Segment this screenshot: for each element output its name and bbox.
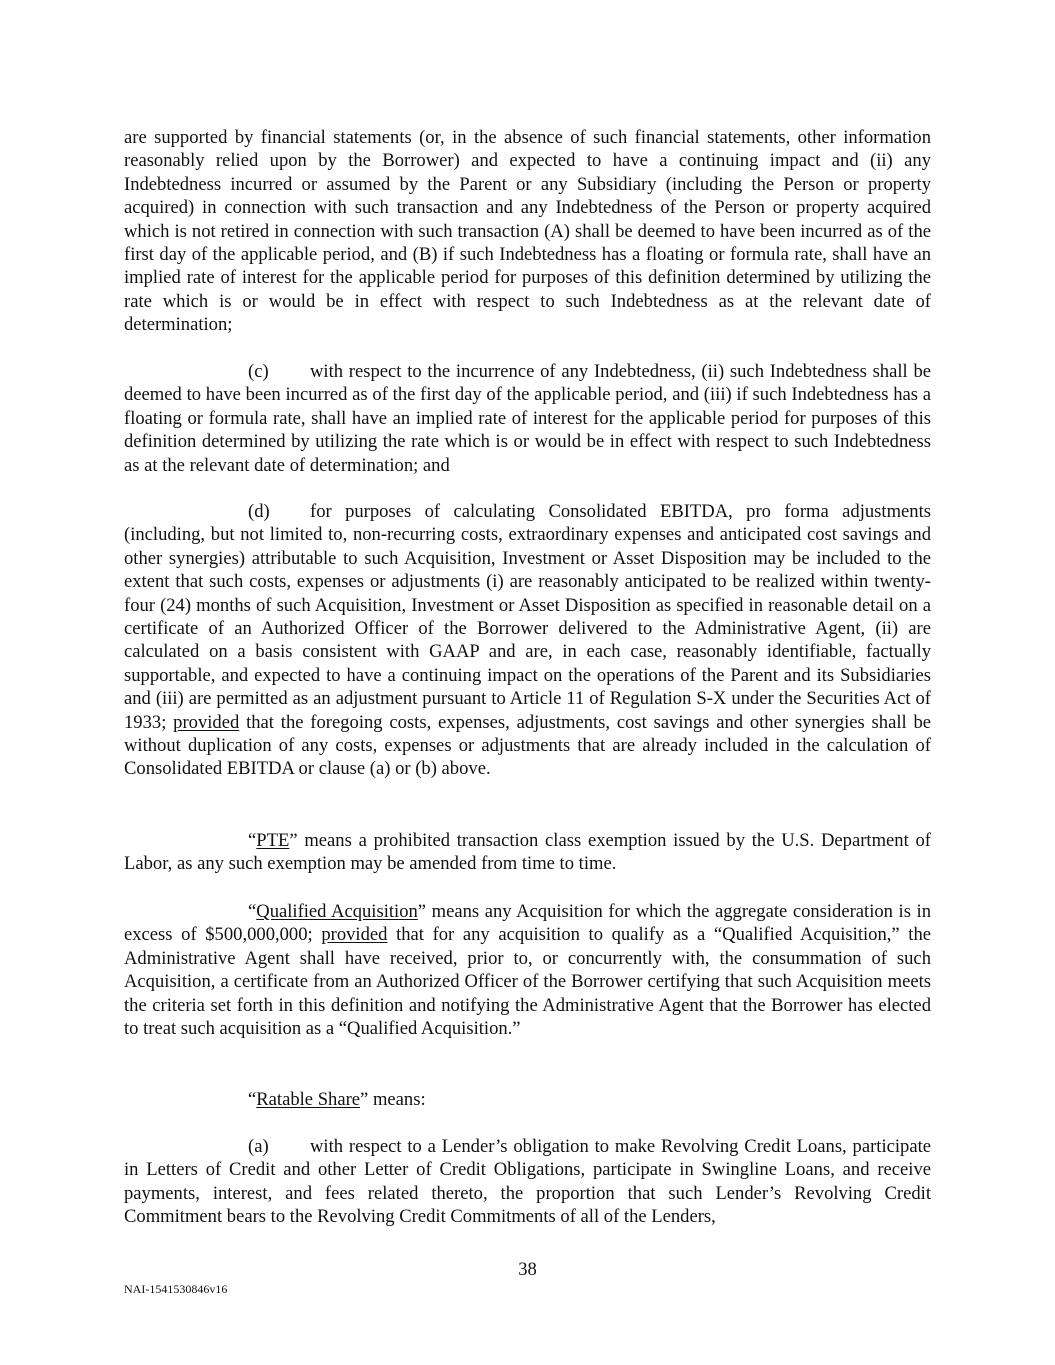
definition-text: means: bbox=[372, 1089, 426, 1110]
paragraph-clause-a bbox=[124, 1135, 931, 1229]
definition-pte: “PTE” means a prohibited transaction class exemption issued by the U.S. Department of Labor, as any such exemption may be amended from time to time. bbox=[124, 830, 931, 875]
provided-term: provided bbox=[173, 711, 240, 733]
clause-text: with respect to a Lender’s obligation to make Revolving Credit Loans, participate in Letters of Credit and other Letter of Credit Obligations, participate in Swingline Loans, and receive payments, interest, and fees related thereto, the proportion that such Lender’s Revolving Credit Commitment bears to the Revolving Credit Commitments of all of the Lenders, bbox=[124, 1136, 931, 1228]
clause-label: (a) bbox=[248, 1136, 269, 1157]
document-id: NAI-1541530846v16 bbox=[124, 1282, 228, 1296]
definition-ratable-share: “Ratable Share” means: bbox=[248, 1089, 426, 1110]
definition-text: that for any acquisition to qualify as a “Qualified Acquisition,” the Administrative Agent shall have received, prior to, or concurrently with, the consummation of such Acquisition, a certificate from an Authorized Officer of the Borrower certifying that such Acquisition meets the criteria set forth in this definition and notifying the Administrative Agent that the Borrower has elected to treat such acquisition as a “Qualified Acquisition.” bbox=[124, 924, 931, 1040]
clause-label: (d) bbox=[248, 501, 270, 522]
provided-term: provided bbox=[321, 924, 388, 946]
defined-term: Ratable Share bbox=[256, 1089, 361, 1110]
clause-text: for purposes of calculating Consolidated EBITDA, pro forma adjustments (including, but not limited to, non-recurring costs, extraordinary expenses and anticipated cost savings and other synergies) attributable to such Acquisition, Investment or Asset Disposition may be included to the extent that such costs, expenses or adjustments (i) are reasonably anticipated to be realized within twenty-four (24) months of such Acquisition, Investment or Asset Disposition as specified in reasonable detail on a certificate of an Authorized Officer of the Borrower delivered to the Administrative Agent, (ii) are calculated on a basis consistent with GAAP and are, in each case, reasonably identifiable, factually supportable, and expected to have a continuing impact on the operations of the Parent and its Subsidiaries and (iii) are permitted as an adjustment pursuant to Article 11 of Regulation S-X under the Securities Act of 1933; bbox=[124, 501, 931, 733]
page-number: 38 bbox=[518, 1259, 537, 1280]
paragraph-clause-d bbox=[124, 500, 931, 781]
clause-label: (c) bbox=[248, 361, 269, 382]
paragraph-clause-c bbox=[124, 360, 931, 477]
definition-text: means a prohibited transaction class exemption issued by the U.S. Department of Labor, as any such exemption may be amended from time to time. bbox=[124, 830, 931, 875]
definition-text: means any Acquisition for which the aggregate consideration is in excess of $500,000,000; bbox=[124, 901, 931, 946]
paragraph-text: are supported by financial statements (or, in the absence of such financial statements, other information reasonably relied upon by the Borrower) and expected to have a continuing impact and (ii) any Indebtedness incurred or assumed by the Parent or any Subsidiary (including the Person or property acquired) in connection with such transaction and any Indebtedness of the Person or property acquired which is not retired in connection with such transaction (A) shall be deemed to have been incurred as of the first day of the applicable period, and (B) if such Indebtedness has a floating or formula rate, shall have an implied rate of interest for the applicable period for purposes of this definition determined by utilizing the rate which is or would be in effect with respect to such Indebtedness as at the relevant date of determination; bbox=[124, 127, 931, 336]
paragraph-continuation bbox=[124, 126, 931, 337]
defined-term: PTE bbox=[256, 830, 290, 851]
definition-qualified-acquisition: “Qualified Acquisition” means any Acquisition for which the aggregate consideration is in excess of $500,000,000; provided that for any acquisition to qualify as a “Qualified Acquisition,” the Administrative Agent shall have received, prior to, or concurrently with, the consummation of such Acquisition, a certificate from an Authorized Officer of the Borrower certifying that such Acquisition meets the criteria set forth in this definition and notifying the Administrative Agent that the Borrower has elected to treat such acquisition as a “Qualified Acquisition.” bbox=[124, 901, 931, 1040]
clause-text: that the foregoing costs, expenses, adjustments, cost savings and other synergies shall be without duplication of any costs, expenses or adjustments that are already included in the calculation of Consolidated EBITDA or clause (a) or (b) above. bbox=[124, 711, 932, 780]
clause-text: with respect to the incurrence of any Indebtedness, (ii) such Indebtedness shall be deemed to have been incurred as of the first day of the applicable period, and (iii) if such Indebtedness has a floating or formula rate, shall have an implied rate of interest for the applicable period for purposes of this definition determined by utilizing the rate which is or would be in effect with respect to such Indebtedness as at the relevant date of determination; and bbox=[124, 361, 931, 476]
defined-term: Qualified Acquisition bbox=[256, 901, 418, 922]
